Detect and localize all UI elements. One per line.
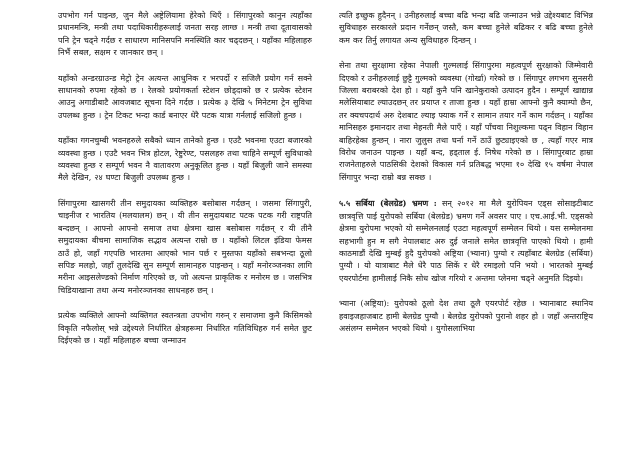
paragraph: उपभोग गर्न पाइन्छ, जुन मैले अष्ट्रेलियामा हेरेको थिएँ । सिंगापुरको कानुन त्यहाँका प्रधानमन्त्रि, मन्त्री तथा पदाधिकारीहरूलाई जनता सरह लाग्छ । मन्त्री तथा दूतावासको पनि ट्रेन चढ्ने गर्दछ र साधारण मानिसपनि मनस्थिति कार चढ्दछन् । यहाँका महिलाहरु निर्भै सबल, सक्षम र जानकार छन् । [58, 11, 312, 58]
section-paragraph [339, 197, 593, 285]
paragraph: यहाँको अन्डरग्राउन्ड मेट्रो ट्रेन अत्यन्त आधुनिक र भरपर्दो र सजिलै प्रयोग गर्न सक्ने साधानको रुपमा रहेको छ । रेलको प्रयोगकर्ता स्टेशन छोड्दाको छ र प्रत्येक स्टेशन आउनु अगाडीबाटै आवजबाट सूचना दिने गर्दछ । प्रत्येक ३ देखि ५ मिनेटमा ट्रेन सुविधा उपलब्ध हुन्छ । ट्रेन टिकट भन्दा कार्ड बनाएर धेरै पटक यात्रा गर्नलाई सजिलो हुन्छ । [58, 73, 312, 120]
paragraph: सिंगापुरमा खासगरी तीन समुदायका व्यक्तिहरु बसोबास गर्दछन् । जसमा सिंगापुरी, चाइनीज र भारतिय (मलयालम) छन् । यी तीन समुदायबाट पटक पटक गरी राष्ट्रपति बन्दछन् । आफ्नो आफ्नो समाज तथा क्षेत्रमा खास बसोबास गर्दछन् र यी तीनै समुदायका बीचमा सामाजिक सद्भाव अत्यन्त राम्रो छ । यहाँको लिटल इंडिया फेमस ठाउँ हो, जहाँ गएपछि भारतमा आएको भान पर्छ र मुस्तफा यहाँको सबभन्दा ठूलो सपिङ मलहो, जहाँ तुलदेखि सुन सम्पूर्ण सामानहरु पाइन्छन् । यहाँ मनोरञ्जनका लागि मरीना आइसलेण्डको निर्माण गरिएको छ, जो अत्यन्त प्राकृतिक र मनोरम छ । जसभित्र चिडियाखाना तथा अन्य मनोरञ्जनका साधनहरु छन् । [58, 198, 312, 295]
paragraph: भ्याना (अष्ट्रिया): युरोपको ठूलो देश तथा ठूलै एयरपोर्ट रहेछ । भ्यानाबाट स्थानिय हवाइजहाजबाट हामी बेलग्रेड पुग्यौ । बेलग्रेड युरोपको पुरानो शहर हो । जहाँ अन्तराष्ट्रिय असंलग्न सम्मेलन भएको थियो । युगोसलाभिया [339, 299, 593, 333]
section-body: सन् २०१२ मा मैले युरोपियन एड्स सोसाइटीबाट छात्रवृत्ति पाई युरोपको सर्बिया (बेलग्रेड) भ्रमण गर्ने अवसर पाए । एच.आई.भी. एड्सको क्षेत्रमा युरोपमा भएको यो सम्मेलनलाई एउटा महत्वपूर्ण सम्मेलन थियो । यस सम्मेलनमा सहभागी हुन म सगै नेपालबाट अरु दुई जनाले समेत छात्रवृत्ति पाएको थियो । हामी काठमाडौं देखि मुम्बई हुदै युरोपको अष्ट्रिया (भ्याना) पुग्यो र त्यहाँबाट बेलग्रेड (सर्बिया) पुग्यौ । यो यात्राबाट मैले धेरै पाठ सिकें र धेरै रमाइलो पनि भयो । भारतको मुम्बई एयरपोर्टमा हामीलाई निकै सोध खोज गरियो र अन्तमा प्लेनमा चढ्ने अनुमति दिइयो। [339, 199, 594, 283]
right-column [339, 10, 593, 348]
section-heading: ५.५ सर्बिया (बेलग्रेड) भ्रमण : [339, 198, 437, 209]
paragraph: प्रत्येक व्यक्तिले आफ्नो व्यक्तिगत स्वतन्त्रता उपभोग गरुन् र समाजमा कुनै किसिमको विकृति नफैलोस् भन्ने उद्देश्यले निर्धारित क्षेत्रहरूमा निर्धारित गतिविधिहरु गर्न समेत छुट दिईएको छ । यहाँ महिलाहरु बच्चा जन्माउन [58, 311, 312, 345]
paragraph: यहाँका गगनचुम्बी भवनहरुले सबैको ध्यान तानेको हुन्छ । एउटै भवनमा एउटा बजारको व्यवस्था हुन्छ । एउटै भवन भित्र होटल, रेष्टुरेण्ट, पसलहरु तथा चाहिने सम्पूर्ण सुविधाको व्यवस्था हुन्छ र सम्पूर्ण भवन नै वातावरण अनुकूलित हुन्छ । यहाँ बिजुली जाने समस्या मैले देखिन, २४ घण्टा बिजुली उपलब्ध हुन्छ । [58, 136, 312, 183]
left-column [58, 10, 312, 360]
paragraph: सेना तथा सुरक्षामा रहेका नेपाली गुल्मलाई सिंगापुरमा महत्वपूर्ण सुरक्षाको जिम्मेवारी दिएको र उनीहरुलाई छुट्टै गुल्मको व्यवस्था (गोर्खा) गरेको छ । सिंगापुर लगभग सुनसरी जिल्ला बराबरको देश हो । यहाँ कुनै पनि खानेकुराको उत्पादन हुदैन । सम्पूर्ण खाद्यान्न मलेसियाबाट ल्याउदछन् तर प्रयाप्त र ताजा हुन्छ । यहाँ हाम्रा आफ्नो कुनै क्याम्पो छैन, तर क्यचपदार्थ अरु देशबाट ल्याइ फ्याक गर्ने र सामान तयार गर्ने काम गर्दछन् । यहाँका मानिसहरु इमानदार तथा मेहनती मैले पाएँ । यहाँ पाँचवा निशुल्कमा पढ्न विहान विहान बाहिरहेका हुन्छन् । नारा जुलुस तथा घर्ना गर्ने ठाउँ छुट्याइएको छ , त्यहाँ गएर मात्र विरोध जनाउन पाइन्छ । यहाँ बन्द, हड्ताल ई. निषेध गरेको छ । सिंगापुरबाट हाम्रा राजनेताहरुले पाठसिकी देशको विकास गर्न प्रतिबद्ध भएमा १० देखि १५ वर्षमा नेपाल सिंगापुर भन्दा राम्रो बन्न सक्छ । [339, 61, 593, 182]
paragraph: त्यति इच्छुक हुदैनन् । उनीहरुलाई बच्चा बढि भन्दा बढि जन्माउन भन्ने उद्देश्यबाट विभिन्न सुविधाहरु सरकारले प्रदान गर्नेछन् जस्तै, कम बच्चा हुनेले बढिकर र बढि बच्चा हुनेले कम कर तिर्नु लगायत अन्य सुविधाहरु दिन्छन् । [339, 11, 593, 45]
